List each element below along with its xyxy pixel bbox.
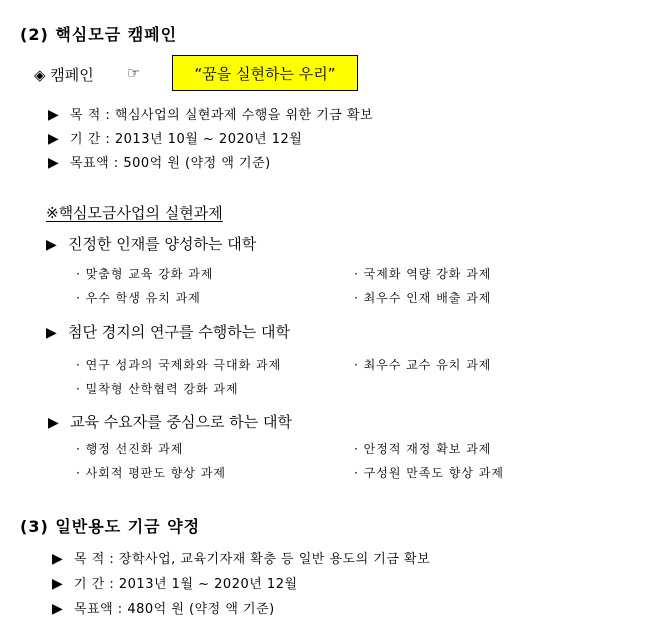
- task-group-title: [46, 321, 290, 342]
- purpose-text: 목 적 : 장학사업, 교육기자재 확충 등 일반 용도의 기금 확보: [74, 552, 431, 567]
- task-item: · 행정 선진화 과제: [76, 442, 184, 456]
- task-item: · 우수 학생 유치 과제: [76, 291, 201, 305]
- goal-text: 목표액 : 480억 원 (약정 액 기준): [74, 602, 275, 617]
- section3-title: (3) 일반용도 기금 약정: [20, 517, 201, 536]
- pointing-hand-icon: ☞: [127, 64, 141, 82]
- task-group-title: [48, 411, 292, 432]
- goal-text: 목표액 : 500억 원 (약정 액 기준): [70, 156, 271, 171]
- task-item: · 안정적 재정 확보 과제: [354, 442, 492, 456]
- triangle-bullet-icon: ▶: [52, 576, 64, 592]
- campaign-label: ◈ 캠페인: [34, 66, 94, 84]
- task-item: · 최우수 교수 유치 과제: [354, 358, 492, 372]
- task-item: · 최우수 인재 배출 과제: [354, 291, 492, 305]
- purpose-row: [52, 548, 430, 567]
- task-item: · 맞춤형 교육 강화 과제: [76, 267, 214, 281]
- triangle-bullet-icon: ▶: [48, 155, 60, 171]
- period-text: 기 간 : 2013년 1월 ~ 2020년 12월: [74, 577, 298, 592]
- goal-row: [52, 598, 275, 617]
- task-group-title-text: 교육 수요자를 중심으로 하는 대학: [70, 413, 292, 431]
- triangle-bullet-icon: ▶: [48, 415, 59, 431]
- triangle-bullet-icon: ▶: [52, 601, 64, 617]
- purpose-row: [48, 104, 373, 123]
- period-row: [52, 573, 298, 592]
- period-row: [48, 128, 302, 147]
- section2-title: (2) 핵심모금 캠페인: [20, 25, 178, 44]
- task-item: · 사회적 평판도 향상 과제: [76, 466, 226, 480]
- tasks-heading: ※핵심모금사업의 실현과제: [46, 204, 223, 222]
- task-item: · 구성원 만족도 향상 과제: [354, 466, 504, 480]
- purpose-text: 목 적 : 핵심사업의 실현과제 수행을 위한 기금 확보: [70, 108, 374, 123]
- slogan-box: [172, 55, 358, 91]
- triangle-bullet-icon: ▶: [52, 551, 64, 567]
- triangle-bullet-icon: ▶: [48, 107, 60, 123]
- period-text: 기 간 : 2013년 10월 ~ 2020년 12월: [70, 132, 303, 147]
- triangle-bullet-icon: ▶: [48, 131, 60, 147]
- goal-row: [48, 152, 271, 171]
- task-group-title: [46, 233, 256, 254]
- task-item: · 연구 성과의 국제화와 극대화 과제: [76, 358, 282, 372]
- triangle-bullet-icon: ▶: [46, 325, 57, 341]
- task-group-title-text: 진정한 인재를 양성하는 대학: [68, 235, 257, 253]
- triangle-bullet-icon: ▶: [46, 237, 57, 253]
- slogan-text: “꿈을 실현하는 우리”: [194, 64, 336, 83]
- task-item: · 국제화 역량 강화 과제: [354, 267, 492, 281]
- task-group-title-text: 첨단 경지의 연구를 수행하는 대학: [68, 323, 290, 341]
- task-item: · 밀착형 산학협력 강화 과제: [76, 382, 239, 396]
